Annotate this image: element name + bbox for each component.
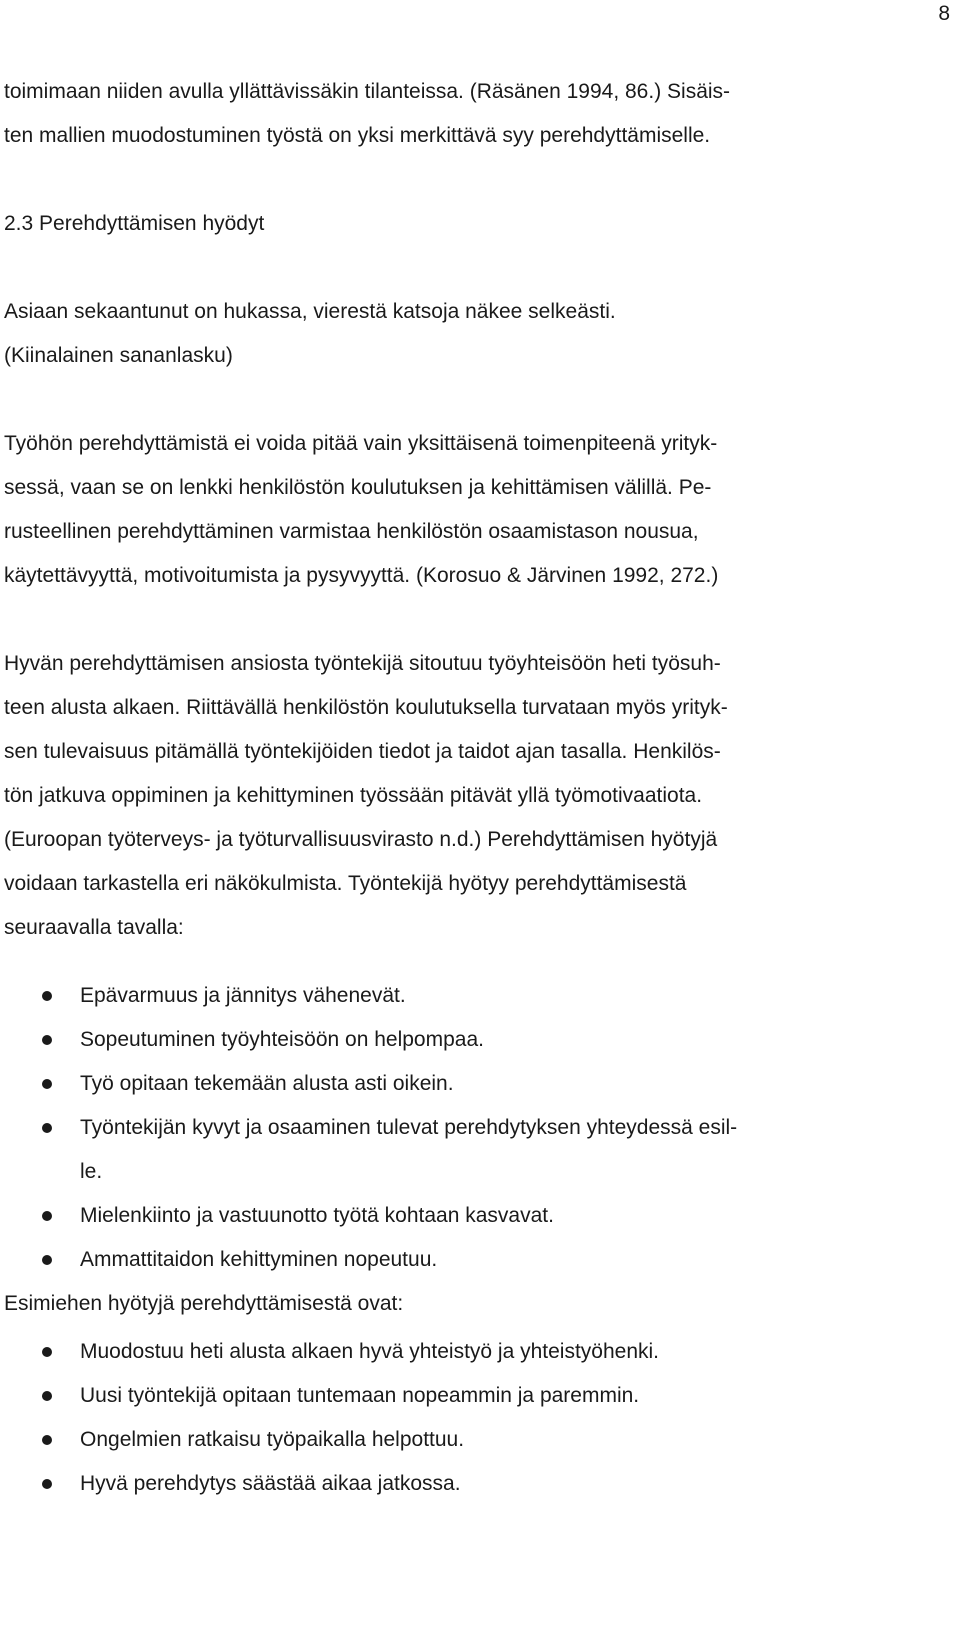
document-body [4,70,914,1506]
text-line: sen tulevaisuus pitämällä työntekijöiden tiedot ja taidot ajan tasalla. Henkilös- [4,740,721,763]
bullet-icon [4,1194,80,1238]
text-line: voidaan tarkastella eri näkökulmista. Työntekijä hyötyy perehdyttämisestä [4,872,687,895]
section-heading: 2.3 Perehdyttämisen hyödyt [4,212,265,235]
bullet-icon [4,1106,80,1150]
list-item [4,1238,914,1282]
text-line: sessä, vaan se on lenkki henkilöstön koulutuksen ja kehittämisen välillä. Pe- [4,476,712,499]
supervisor-benefits-list [4,1330,914,1506]
list-item [4,1330,914,1374]
text-line: (Euroopan työterveys- ja työturvallisuusvirasto n.d.) Perehdyttämisen hyötyjä [4,828,718,851]
list-item [4,1062,914,1106]
bullet-icon [4,1374,80,1418]
list-item-text: Uusi työntekijä opitaan tuntemaan nopeammin ja paremmin. [80,1384,640,1407]
bullet-icon [4,1062,80,1106]
list-item [4,1194,914,1238]
page-number: 8 [938,2,950,25]
list-item-text: Hyvä perehdytys säästää aikaa jatkossa. [80,1472,461,1495]
text-line: seuraavalla tavalla: [4,916,184,939]
bullet-icon [4,1018,80,1062]
text-line: rusteellinen perehdyttäminen varmistaa henkilöstön osaamistason nousua, [4,520,699,543]
intro-paragraph [4,70,914,158]
text-line: Työhön perehdyttämistä ei voida pitää vain yksittäisenä toimenpiteenä yrityk- [4,432,718,455]
list-item [4,1418,914,1462]
list-item [4,1374,914,1418]
text-line: ten mallien muodostuminen työstä on yksi merkittävä syy perehdyttämiselle. [4,124,711,147]
bullet-icon [4,1418,80,1462]
list-item-text: Mielenkiinto ja vastuunotto työtä kohtaan kasvavat. [80,1204,554,1227]
bullet-icon [4,1462,80,1506]
paragraph-orientation-role [4,422,914,598]
text-line: (Kiinalainen sananlasku) [4,344,233,367]
paragraph-benefits-intro [4,642,914,950]
employee-benefits-list [4,974,914,1282]
list-item-text: Työntekijän kyvyt ja osaaminen tulevat perehdytyksen yhteydessä esil- [80,1116,738,1139]
bullet-icon [4,974,80,1018]
text-line: Asiaan sekaantunut on hukassa, vierestä katsoja näkee selkeästi. [4,300,616,323]
list-item-text: Ongelmien ratkaisu työpaikalla helpottuu. [80,1428,465,1451]
list-item-text: Muodostuu heti alusta alkaen hyvä yhteistyö ja yhteistyöhenki. [80,1340,660,1363]
text-line: toimimaan niiden avulla yllättävissäkin tilanteissa. (Räsänen 1994, 86.) Sisäis- [4,80,731,103]
text-line: Hyvän perehdyttämisen ansiosta työntekijä sitoutuu työyhteisöön heti työsuh- [4,652,721,675]
text-line: tön jatkuva oppiminen ja kehittyminen työssään pitävät yllä työmotivaatiota. [4,784,703,807]
text-line: teen alusta alkaen. Riittävällä henkilöstön koulutuksella turvataan myös yrityk- [4,696,728,719]
list-item-text: Sopeutuminen työyhteisöön on helpompaa. [80,1028,484,1051]
list-item-text: Työ opitaan tekemään alusta asti oikein. [80,1072,454,1095]
list-item-text: le. [80,1160,103,1183]
bullet-icon [4,1330,80,1374]
list-item-text: Epävarmuus ja jännitys vähenevät. [80,984,406,1007]
list-item [4,974,914,1018]
list-item [4,1018,914,1062]
supervisor-benefits-intro: Esimiehen hyötyjä perehdyttämisestä ovat: [4,1292,404,1315]
list-item-text: Ammattitaidon kehittyminen nopeutuu. [80,1248,438,1271]
list-item [4,1462,914,1506]
text-line: käytettävyyttä, motivoitumista ja pysyvyyttä. (Korosuo & Järvinen 1992, 272.) [4,564,719,587]
proverb-quote [4,290,914,378]
list-item [4,1106,914,1194]
bullet-icon [4,1238,80,1282]
